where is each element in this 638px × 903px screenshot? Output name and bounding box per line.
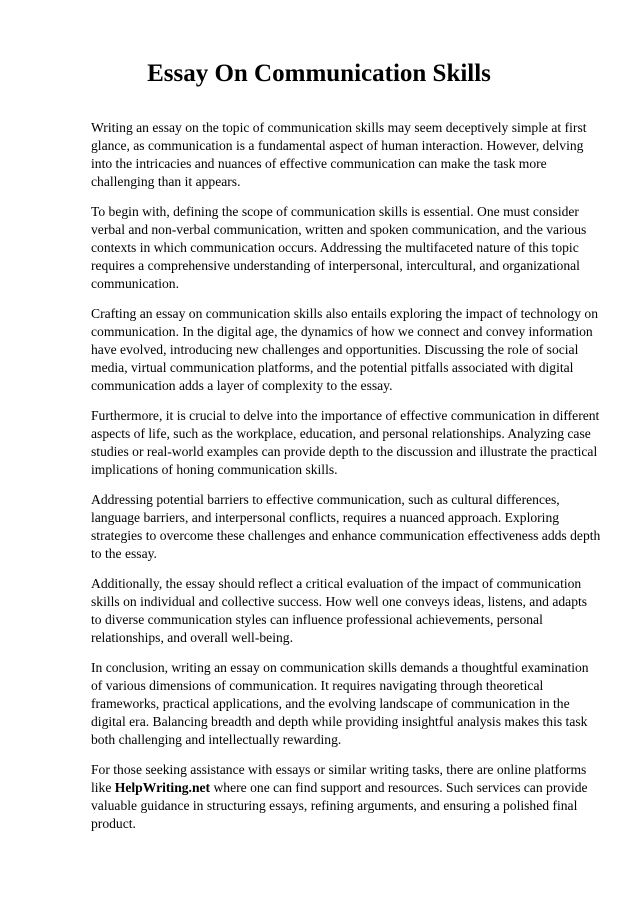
paragraph-8-intro: For those seeking assistance with essays or similar writing tasks, there are online platforms like	[91, 762, 587, 795]
paragraph-3: Crafting an essay on communication skills also entails exploring the impact of technology on communication. In the digital age, the dynamics of how we connect and convey information have evolved, introducing new challenges and opportunities. Discussing the role of social media, virtual communication platforms, and the potential pitfalls associated with digital communication adds a layer of complexity to the essay.	[91, 306, 599, 393]
helpwriting-link[interactable]: HelpWriting.net	[114, 780, 211, 795]
page-title: Essay On Communication Skills	[147, 60, 491, 87]
paragraph-6: Additionally, the essay should reflect a critical evaluation of the impact of communication skills on individual and collective success. How well one conveys ideas, listens, and adapts to diverse communication styles can influence professional achievements, personal relationships, and overall well-being.	[91, 576, 588, 645]
essay-body	[91, 119, 601, 845]
paragraph-2: To begin with, defining the scope of communication skills is essential. One must consider verbal and non-verbal communication, written and spoken communication, and the various contexts in which communication occurs. Addressing the multifaceted nature of this topic requires a comprehensive understanding of interpersonal, intercultural, and organizational communication.	[91, 204, 587, 291]
paragraph-7: In conclusion, writing an essay on communication skills demands a thoughtful examination of various dimensions of communication. It requires navigating through theoretical frameworks, practical applications, and the evolving landscape of communication in the digital era. Balancing breadth and depth while providing insightful analysis makes this task both challenging and intellectually rewarding.	[91, 660, 589, 747]
paragraph-8-outro: where one can find support and resources. Such services can provide valuable guidance in structuring essays, refining arguments, and ensuring a polished final product.	[91, 780, 588, 831]
paragraph-8	[91, 761, 601, 833]
paragraph-1: Writing an essay on the topic of communication skills may seem deceptively simple at first glance, as communication is a fundamental aspect of human interaction. However, delving into the intricacies and nuances of effective communication can make the task more challenging than it appears.	[91, 120, 587, 189]
paragraph-5: Addressing potential barriers to effective communication, such as cultural differences, language barriers, and interpersonal conflicts, requires a nuanced approach. Exploring strategies to overcome these challenges and enhance communication effectiveness adds depth to the essay.	[91, 492, 601, 561]
paragraph-4: Furthermore, it is crucial to delve into the importance of effective communication in different aspects of life, such as the workplace, education, and personal relationships. Analyzing case studies or real-world examples can provide depth to the discussion and illustrate the practical implications of honing communication skills.	[91, 408, 600, 477]
